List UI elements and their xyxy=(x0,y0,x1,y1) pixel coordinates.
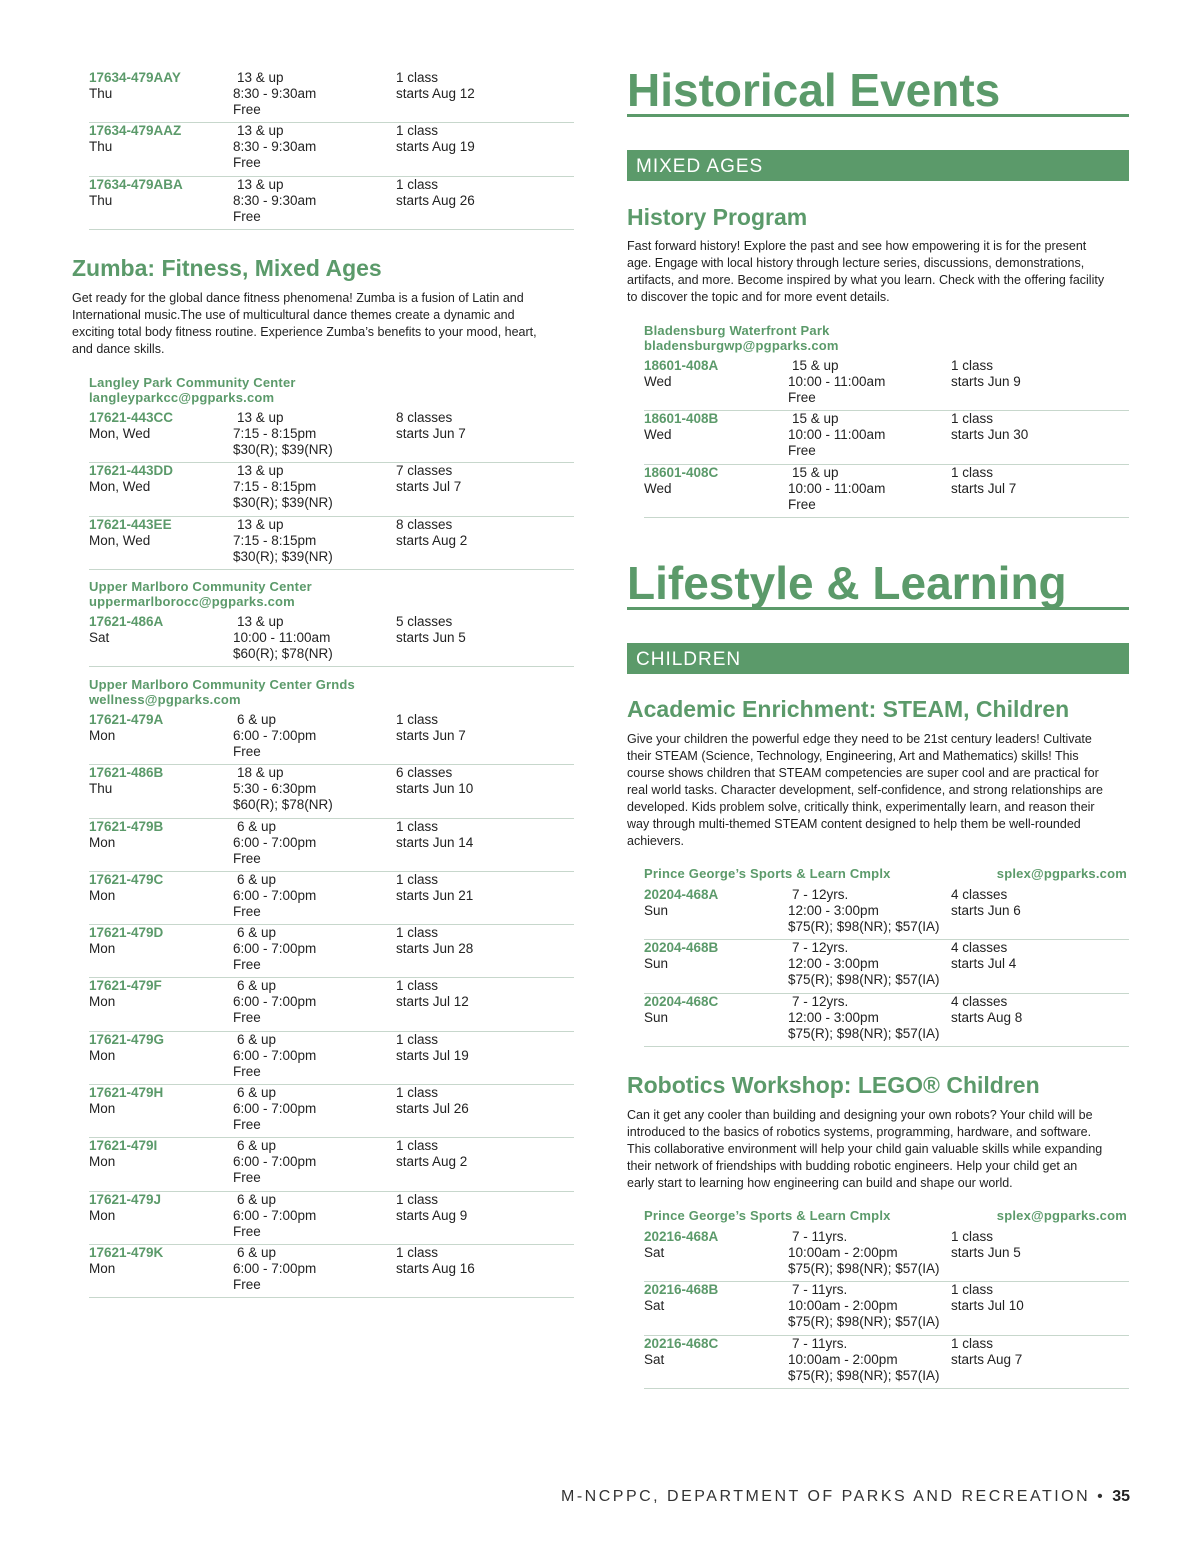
class-table xyxy=(644,1229,1129,1389)
class-code[interactable]: 20204-468C xyxy=(644,993,719,1009)
class-days: Mon xyxy=(89,1260,116,1276)
class-time: 6:00 - 7:00pm xyxy=(233,834,317,850)
desc-line: Can it get any cooler than building and designing your own robots? Your child will be xyxy=(627,1108,1093,1122)
class-count: 1 class xyxy=(396,123,439,139)
class-age: 15 & up xyxy=(792,358,839,373)
class-code[interactable]: 17621-479H xyxy=(89,1085,164,1101)
class-code[interactable]: 20216-468A xyxy=(644,1229,719,1244)
class-time: 6:00 - 7:00pm xyxy=(233,1101,317,1117)
class-count: 1 class xyxy=(396,712,439,727)
class-table xyxy=(644,887,1129,1047)
desc-line: course shows children that STEAM competencies are super cool and are practical for xyxy=(627,766,1099,780)
class-time: 10:00am - 2:00pm xyxy=(788,1298,898,1314)
desc-line: early start to learning how engineering can build and shape our world. xyxy=(627,1176,1013,1190)
class-fee: $75(R); $98(NR); $57(IA) xyxy=(788,1261,940,1276)
desc-line: Fast forward history! Explore the past and see how empowering it is for the present xyxy=(627,239,1087,253)
table-row xyxy=(89,1192,574,1245)
facility-name: Bladensburg Waterfront Park xyxy=(644,323,830,338)
desc-line: their STEAM (Science, Technology, Engineering, Art and Mathematics) skills! This xyxy=(627,749,1079,763)
table-row xyxy=(644,358,1129,411)
desc-line: This collaborative environment will help your child gain valuable skills while expanding xyxy=(627,1142,1103,1156)
class-start: starts Aug 12 xyxy=(396,86,475,101)
class-days: Mon, Wed xyxy=(89,532,151,548)
class-fee: $75(R); $98(NR); $57(IA) xyxy=(788,972,940,988)
class-count: 8 classes xyxy=(396,410,453,425)
class-fee: Free xyxy=(788,443,816,459)
desc-line: their network of friendships with budding robotic engineers. Help your child get an xyxy=(627,1159,1078,1173)
zumba-description xyxy=(72,290,572,358)
class-time: 6:00 - 7:00pm xyxy=(233,1207,317,1223)
class-age: 7 - 11yrs. xyxy=(792,1229,848,1244)
historical-events-title: Historical Events xyxy=(627,66,1129,117)
class-code[interactable]: 17634-479AAY xyxy=(89,70,181,85)
desc-line: age. Engage with local history through lecture series, discussions, demonstrations, xyxy=(627,256,1085,270)
table-row xyxy=(89,765,574,818)
desc-line: developed. Kids problem solve, critically think, experimentally learn, and reason their xyxy=(627,800,1095,814)
class-days: Mon xyxy=(89,1047,116,1063)
class-time: 6:00 - 7:00pm xyxy=(233,941,317,957)
class-fee: Free xyxy=(233,1170,261,1186)
table-row xyxy=(89,70,574,123)
table-row xyxy=(89,1138,574,1191)
class-time: 7:15 - 8:15pm xyxy=(233,479,317,495)
table-row xyxy=(89,463,574,516)
desc-line: to discover the topic and for more event details. xyxy=(627,290,890,304)
class-age: 15 & up xyxy=(792,411,839,427)
desc-line: real world tasks. Character development, self-confidence, and strong relationships are xyxy=(627,783,1103,797)
table-row xyxy=(89,1032,574,1085)
class-fee: $75(R); $98(NR); $57(IA) xyxy=(788,919,940,934)
facility-email[interactable]: uppermarlborocc@pgparks.com xyxy=(89,594,295,609)
page-number: 35 xyxy=(1112,1488,1130,1505)
table-row xyxy=(89,177,574,230)
class-count: 1 class xyxy=(396,70,439,85)
class-code[interactable]: 17634-479AAZ xyxy=(89,123,182,139)
class-fee: Free xyxy=(788,390,816,405)
table-row xyxy=(89,978,574,1031)
class-code[interactable]: 20204-468B xyxy=(644,940,719,956)
class-count: 1 class xyxy=(951,464,994,480)
class-table xyxy=(644,358,1129,518)
children-band: CHILDREN xyxy=(627,643,1129,674)
class-code[interactable]: 17621-479C xyxy=(89,871,164,887)
class-code[interactable]: 18601-408A xyxy=(644,358,719,373)
facility-name: Langley Park Community Center xyxy=(89,375,296,390)
class-age: 6 & up xyxy=(237,1191,277,1207)
class-count: 1 class xyxy=(951,1335,994,1351)
class-start: starts Jun 6 xyxy=(951,903,1021,918)
class-fee: $30(R); $39(NR) xyxy=(233,442,333,457)
table-row xyxy=(644,887,1129,940)
table-row xyxy=(89,1085,574,1138)
class-fee: Free xyxy=(233,1063,261,1079)
class-count: 1 class xyxy=(396,176,439,192)
table-row xyxy=(644,1336,1129,1389)
class-days: Sat xyxy=(89,630,110,645)
robotics-description xyxy=(627,1107,1129,1192)
class-start: starts Aug 19 xyxy=(396,139,475,155)
class-code[interactable]: 17634-479ABA xyxy=(89,176,183,192)
class-fee: $75(R); $98(NR); $57(IA) xyxy=(788,1025,940,1041)
class-days: Thu xyxy=(89,86,113,101)
class-time: 7:15 - 8:15pm xyxy=(233,426,317,441)
steam-description xyxy=(627,731,1129,850)
class-code[interactable]: 17621-443CC xyxy=(89,410,174,425)
class-time: 7:15 - 8:15pm xyxy=(233,532,317,548)
class-fee: Free xyxy=(233,1223,261,1239)
class-start: starts Jun 7 xyxy=(396,728,466,743)
class-age: 6 & up xyxy=(237,1085,277,1101)
class-days: Sat xyxy=(644,1298,665,1314)
class-time: 8:30 - 9:30am xyxy=(233,86,317,101)
class-fee: Free xyxy=(233,1010,261,1026)
steam-title: Academic Enrichment: STEAM, Children xyxy=(627,696,1070,722)
class-fee: $60(R); $78(NR) xyxy=(233,797,333,813)
class-code[interactable]: 17621-486B xyxy=(89,765,164,781)
desc-line: artifacts, and more. Become inspired by what you learn. Check with the offering facility xyxy=(627,273,1105,287)
class-time: 10:00 - 11:00am xyxy=(233,630,331,645)
class-time: 5:30 - 6:30pm xyxy=(233,781,317,797)
class-days: Sun xyxy=(644,956,669,972)
class-code[interactable]: 17621-479B xyxy=(89,818,164,834)
class-count: 1 class xyxy=(396,1244,439,1260)
class-start: starts Jun 9 xyxy=(951,374,1021,389)
class-fee: Free xyxy=(233,1276,261,1292)
class-start: starts Aug 2 xyxy=(396,1154,468,1170)
class-time: 8:30 - 9:30am xyxy=(233,192,317,208)
desc-line: International music.The use of multicultural dance themes create a dynamic and xyxy=(72,308,515,322)
class-days: Mon xyxy=(89,1101,116,1117)
class-days: Mon xyxy=(89,834,116,850)
class-days: Sat xyxy=(644,1245,665,1260)
class-count: 7 classes xyxy=(396,463,453,479)
robotics-title: Robotics Workshop: LEGO® Children xyxy=(627,1072,1040,1098)
table-row xyxy=(89,925,574,978)
class-days: Mon, Wed xyxy=(89,426,151,441)
class-age: 6 & up xyxy=(237,1138,277,1154)
class-count: 1 class xyxy=(396,1085,439,1101)
desc-line: achievers. xyxy=(627,834,684,848)
class-fee: $30(R); $39(NR) xyxy=(233,548,333,564)
class-fee: Free xyxy=(233,1117,261,1133)
class-fee: $75(R); $98(NR); $57(IA) xyxy=(788,1314,940,1330)
history-description xyxy=(627,238,1129,306)
class-time: 6:00 - 7:00pm xyxy=(233,994,317,1010)
class-count: 1 class xyxy=(396,871,439,887)
class-start: starts Jun 5 xyxy=(951,1245,1021,1260)
table-row xyxy=(89,614,574,667)
class-count: 1 class xyxy=(951,1229,994,1244)
lifestyle-learning-title: Lifestyle & Learning xyxy=(627,559,1129,610)
class-age: 13 & up xyxy=(237,123,284,139)
page-footer xyxy=(561,1488,1130,1506)
table-row xyxy=(89,1245,574,1298)
class-age: 6 & up xyxy=(237,871,277,887)
table-row xyxy=(89,819,574,872)
class-code[interactable]: 20216-468B xyxy=(644,1282,719,1298)
desc-line: and dance skills. xyxy=(72,342,165,356)
class-days: Mon xyxy=(89,941,116,957)
class-count: 8 classes xyxy=(396,516,453,532)
table-row xyxy=(644,465,1129,518)
class-start: starts Jul 10 xyxy=(951,1298,1024,1314)
facility-name: Prince George’s Sports & Learn Cmplx xyxy=(644,1208,891,1223)
class-time: 6:00 - 7:00pm xyxy=(233,1047,317,1063)
class-start: starts Jun 5 xyxy=(396,630,466,645)
class-time: 10:00 - 11:00am xyxy=(788,480,886,496)
class-age: 7 - 12yrs. xyxy=(792,887,849,902)
history-program-title: History Program xyxy=(627,204,808,230)
facility-name: Prince George’s Sports & Learn Cmplx xyxy=(644,866,891,881)
class-count: 1 class xyxy=(396,925,439,941)
class-age: 6 & up xyxy=(237,978,277,994)
class-count: 1 class xyxy=(396,818,439,834)
class-start: starts Jul 7 xyxy=(951,480,1017,496)
table-row xyxy=(644,411,1129,464)
class-days: Sun xyxy=(644,1009,669,1025)
class-days: Wed xyxy=(644,427,672,443)
class-count: 4 classes xyxy=(951,993,1008,1009)
class-fee: $30(R); $39(NR) xyxy=(233,495,333,511)
zumba-title: Zumba: Fitness, Mixed Ages xyxy=(72,255,382,281)
facility-email[interactable]: splex@pgparks.com xyxy=(996,866,1127,881)
class-days: Mon, Wed xyxy=(89,479,151,495)
class-start: starts Aug 7 xyxy=(951,1351,1023,1367)
facility-name: Upper Marlboro Community Center Grnds xyxy=(89,677,355,692)
class-days: Thu xyxy=(89,139,113,155)
class-days: Mon xyxy=(89,887,116,903)
class-table xyxy=(89,70,574,230)
class-start: starts Aug 8 xyxy=(951,1009,1023,1025)
class-age: 18 & up xyxy=(237,765,284,781)
table-row xyxy=(89,517,574,570)
class-count: 1 class xyxy=(951,411,994,427)
class-start: starts Jul 12 xyxy=(396,994,469,1010)
class-code[interactable]: 17621-479J xyxy=(89,1191,162,1207)
class-code[interactable]: 18601-408B xyxy=(644,411,719,427)
class-age: 13 & up xyxy=(237,70,284,85)
class-age: 15 & up xyxy=(792,464,839,480)
class-start: starts Jul 7 xyxy=(396,479,462,495)
class-count: 1 class xyxy=(396,1191,439,1207)
class-count: 5 classes xyxy=(396,614,453,629)
class-count: 1 class xyxy=(396,1138,439,1154)
class-table xyxy=(89,410,574,570)
desc-line: way through multi-themed STEAM content designed to help them be well-rounded xyxy=(627,817,1081,831)
table-row xyxy=(644,940,1129,993)
class-count: 1 class xyxy=(396,1031,439,1047)
class-time: 10:00am - 2:00pm xyxy=(788,1351,898,1367)
mixed-ages-band: MIXED AGES xyxy=(627,150,1129,181)
class-count: 1 class xyxy=(951,1282,994,1298)
class-days: Wed xyxy=(644,374,672,389)
footer-bullet: • xyxy=(1097,1488,1106,1505)
class-days: Thu xyxy=(89,192,113,208)
class-code[interactable]: 17621-443EE xyxy=(89,516,172,532)
facility-name: Upper Marlboro Community Center xyxy=(89,579,312,594)
class-days: Sun xyxy=(644,903,669,918)
class-count: 4 classes xyxy=(951,887,1008,902)
class-age: 6 & up xyxy=(237,1031,277,1047)
class-table xyxy=(89,712,574,1298)
class-time: 12:00 - 3:00pm xyxy=(788,956,879,972)
class-days: Sat xyxy=(644,1351,665,1367)
class-start: starts Jun 28 xyxy=(396,941,474,957)
class-age: 7 - 12yrs. xyxy=(792,940,849,956)
class-fee: Free xyxy=(233,850,261,866)
facility-email[interactable]: splex@pgparks.com xyxy=(996,1208,1127,1223)
class-start: starts Jul 19 xyxy=(396,1047,469,1063)
class-start: starts Jul 4 xyxy=(951,956,1017,972)
class-count: 4 classes xyxy=(951,940,1008,956)
table-row xyxy=(644,994,1129,1047)
table-row xyxy=(89,410,574,463)
class-time: 12:00 - 3:00pm xyxy=(788,903,879,918)
class-start: starts Aug 26 xyxy=(396,192,475,208)
class-days: Mon xyxy=(89,994,116,1010)
class-code[interactable]: 17621-443DD xyxy=(89,463,174,479)
class-time: 8:30 - 9:30am xyxy=(233,139,317,155)
class-time: 12:00 - 3:00pm xyxy=(788,1009,879,1025)
class-code[interactable]: 20216-468C xyxy=(644,1335,719,1351)
class-days: Wed xyxy=(644,480,672,496)
class-code[interactable]: 17621-479G xyxy=(89,1031,165,1047)
desc-line: introduced to the basics of robotics systems, programming, hardware, and software. xyxy=(627,1125,1092,1139)
class-age: 6 & up xyxy=(237,818,277,834)
facility-email[interactable]: langleyparkcc@pgparks.com xyxy=(89,390,275,405)
class-time: 6:00 - 7:00pm xyxy=(233,728,317,743)
facility-email[interactable]: wellness@pgparks.com xyxy=(89,692,241,707)
class-fee: $60(R); $78(NR) xyxy=(233,646,333,661)
class-time: 10:00 - 11:00am xyxy=(788,427,886,443)
class-count: 1 class xyxy=(951,358,994,373)
class-time: 6:00 - 7:00pm xyxy=(233,1260,317,1276)
class-age: 6 & up xyxy=(237,925,277,941)
class-code[interactable]: 17621-479I xyxy=(89,1138,158,1154)
class-code[interactable]: 17621-479F xyxy=(89,978,162,994)
desc-line: exciting total body fitness routine. Experience Zumba’s benefits to your mood, heart, xyxy=(72,325,537,339)
class-age: 6 & up xyxy=(237,1244,277,1260)
class-start: starts Jun 30 xyxy=(951,427,1029,443)
class-fee: Free xyxy=(233,208,261,224)
class-start: starts Jun 14 xyxy=(396,834,474,850)
class-count: 6 classes xyxy=(396,765,453,781)
class-start: starts Aug 9 xyxy=(396,1207,468,1223)
class-start: starts Jun 7 xyxy=(396,426,466,441)
class-age: 7 - 11yrs. xyxy=(792,1335,848,1351)
class-age: 7 - 12yrs. xyxy=(792,993,849,1009)
class-age: 7 - 11yrs. xyxy=(792,1282,848,1298)
class-age: 13 & up xyxy=(237,410,284,425)
table-row xyxy=(89,123,574,176)
desc-line: Give your children the powerful edge they need to be 21st century leaders! Cultivate xyxy=(627,732,1092,746)
class-days: Mon xyxy=(89,728,116,743)
class-days: Thu xyxy=(89,781,113,797)
table-row xyxy=(89,872,574,925)
table-row xyxy=(644,1282,1129,1335)
class-start: starts Aug 16 xyxy=(396,1260,475,1276)
class-age: 13 & up xyxy=(237,176,284,192)
class-count: 1 class xyxy=(396,978,439,994)
class-code[interactable]: 18601-408C xyxy=(644,464,719,480)
class-code[interactable]: 17621-479K xyxy=(89,1244,164,1260)
class-code[interactable]: 17621-479A xyxy=(89,712,164,727)
class-fee: $75(R); $98(NR); $57(IA) xyxy=(788,1367,940,1383)
class-age: 13 & up xyxy=(237,463,284,479)
class-start: starts Jul 26 xyxy=(396,1101,469,1117)
table-row xyxy=(644,1229,1129,1282)
facility-email[interactable]: bladensburgwp@pgparks.com xyxy=(644,338,839,353)
class-age: 6 & up xyxy=(237,712,277,727)
class-age: 13 & up xyxy=(237,516,284,532)
class-time: 10:00 - 11:00am xyxy=(788,374,886,389)
class-code[interactable]: 17621-486A xyxy=(89,614,164,629)
class-start: starts Jun 21 xyxy=(396,887,474,903)
class-days: Mon xyxy=(89,1154,116,1170)
class-fee: Free xyxy=(233,155,261,171)
table-row xyxy=(89,712,574,765)
class-days: Mon xyxy=(89,1207,116,1223)
class-table xyxy=(89,614,574,667)
class-fee: Free xyxy=(233,744,261,759)
class-time: 6:00 - 7:00pm xyxy=(233,1154,317,1170)
class-fee: Free xyxy=(233,957,261,973)
class-start: starts Aug 2 xyxy=(396,532,468,548)
class-time: 10:00am - 2:00pm xyxy=(788,1245,898,1260)
class-code[interactable]: 17621-479D xyxy=(89,925,164,941)
class-time: 6:00 - 7:00pm xyxy=(233,887,317,903)
class-fee: Free xyxy=(233,903,261,919)
class-code[interactable]: 20204-468A xyxy=(644,887,719,902)
desc-line: Get ready for the global dance fitness phenomena! Zumba is a fusion of Latin and xyxy=(72,291,524,305)
class-fee: Free xyxy=(788,496,816,512)
footer-text: M-NCPPC, DEPARTMENT OF PARKS AND RECREATION xyxy=(561,1488,1091,1505)
class-start: starts Jun 10 xyxy=(396,781,474,797)
class-fee: Free xyxy=(233,102,261,117)
class-age: 13 & up xyxy=(237,614,284,629)
